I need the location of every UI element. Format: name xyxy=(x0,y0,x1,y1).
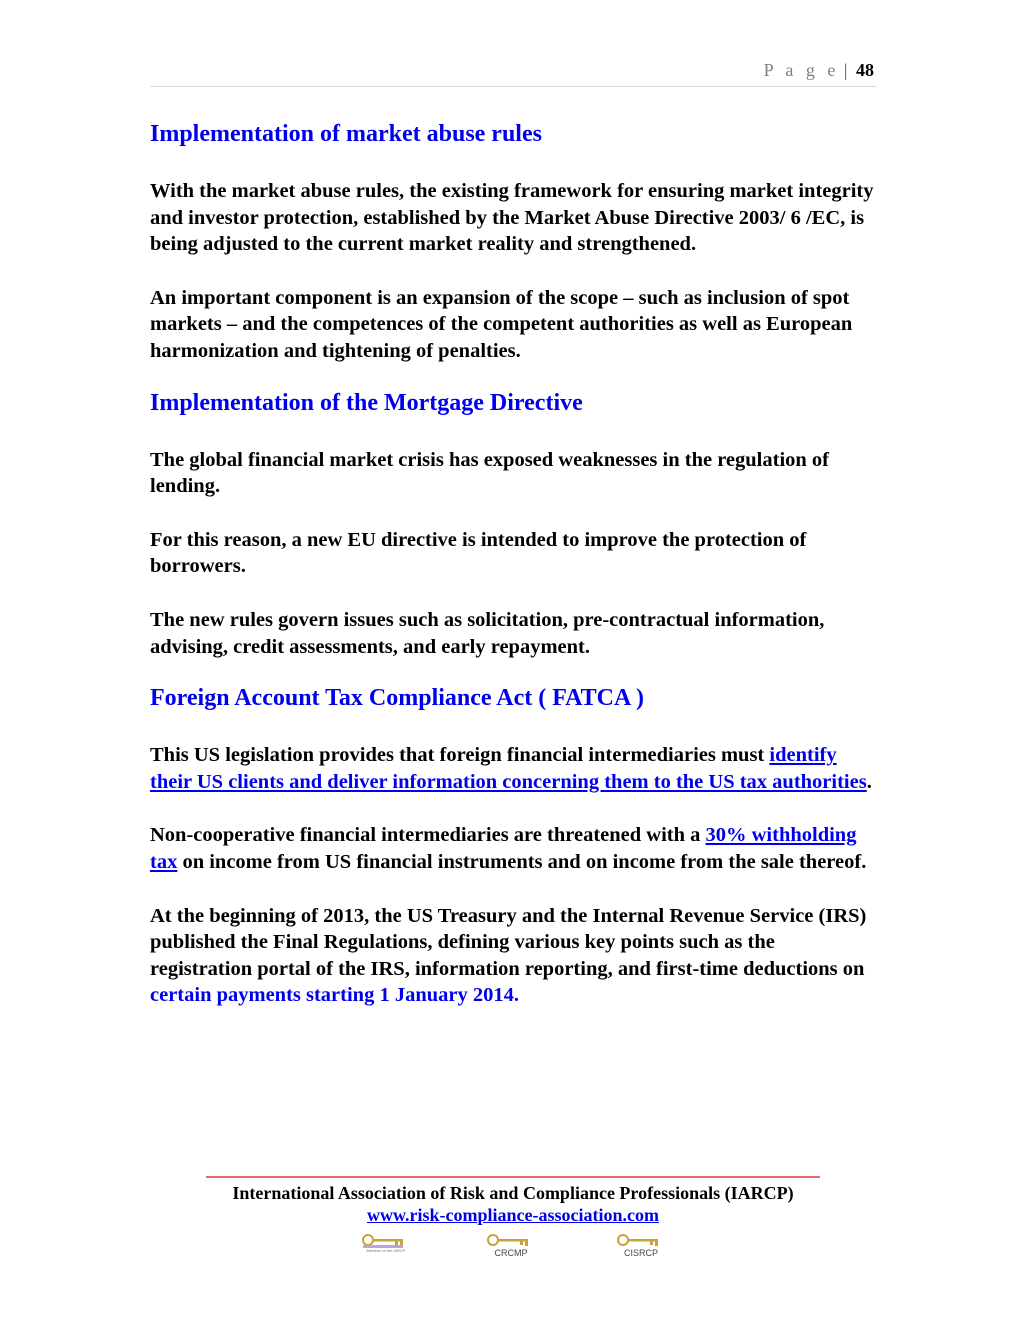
text: At the beginning of 2013, the US Treasury and the Internal Revenue Service (IRS) published the Final Regulations, defining various key points such as the registration portal of the IRS, information reporting, and first-time deductions on xyxy=(150,904,867,980)
footer-divider xyxy=(206,1176,820,1178)
footer-organization: International Association of Risk and Compliance Professionals (IARCP) xyxy=(232,1183,794,1203)
page-header xyxy=(150,56,876,87)
page-separator: | xyxy=(843,60,848,80)
certification-logos xyxy=(150,1232,876,1262)
text: on income from US financial instruments and on income from the sale thereof. xyxy=(177,850,867,873)
text: This US legislation provides that foreign financial intermediaries must xyxy=(150,744,770,767)
key-icon xyxy=(486,1232,536,1248)
key-icon xyxy=(361,1232,411,1248)
paragraph: An important component is an expansion of the scope – such as inclusion of spot markets – and the competences of the competent authorities as well as European harmonization and tightening of penalties. xyxy=(150,286,853,362)
paragraph xyxy=(150,822,876,875)
highlighted-text: certain payments starting 1 January 2014. xyxy=(150,984,519,1007)
page-word: P a g e xyxy=(763,60,840,80)
page-number xyxy=(764,60,874,81)
paragraph: The new rules govern issues such as solicitation, pre-contractual information, advising, credit assessments, and early repayment. xyxy=(150,608,825,658)
cisrcp-key-logo xyxy=(616,1232,666,1260)
member-key-logo xyxy=(361,1232,411,1260)
withholding-tax-link[interactable]: 30% withholding tax xyxy=(150,824,857,873)
logo-label: CISRCP xyxy=(623,1248,658,1258)
footer-website-link[interactable]: www.risk-compliance-association.com xyxy=(367,1205,659,1225)
section-heading-fatca: Foreign Account Tax Compliance Act ( FATCA ) xyxy=(150,685,644,712)
identify-clients-link[interactable]: identify their US clients and deliver information concerning them to the US tax authorities xyxy=(150,744,867,793)
paragraph: The global financial market crisis has exposed weaknesses in the regulation of lending. xyxy=(150,448,829,498)
footer xyxy=(150,1176,876,1226)
paragraph: With the market abuse rules, the existing framework for ensuring market integrity and investor protection, established by the Market Abuse Directive 2003/ 6 /EC, is being adjusted to the current market reality and strengthened. xyxy=(150,180,874,256)
paragraph xyxy=(150,742,876,795)
text: . xyxy=(866,770,872,793)
document-body xyxy=(150,118,876,1009)
key-icon xyxy=(616,1232,666,1248)
paragraph: For this reason, a new EU directive is intended to improve the protection of borrowers. xyxy=(150,528,807,578)
logo-label: CRCMP xyxy=(494,1248,528,1258)
section-heading-mortgage: Implementation of the Mortgage Directive xyxy=(150,389,583,416)
text: Non-cooperative financial intermediaries are threatened with a xyxy=(150,824,706,847)
crcmp-key-logo xyxy=(486,1232,536,1260)
logo-label: Member of the IARCP xyxy=(366,1248,406,1253)
section-heading-market-abuse: Implementation of market abuse rules xyxy=(150,121,542,147)
paragraph xyxy=(150,903,876,1009)
page-digits: 48 xyxy=(856,60,874,80)
